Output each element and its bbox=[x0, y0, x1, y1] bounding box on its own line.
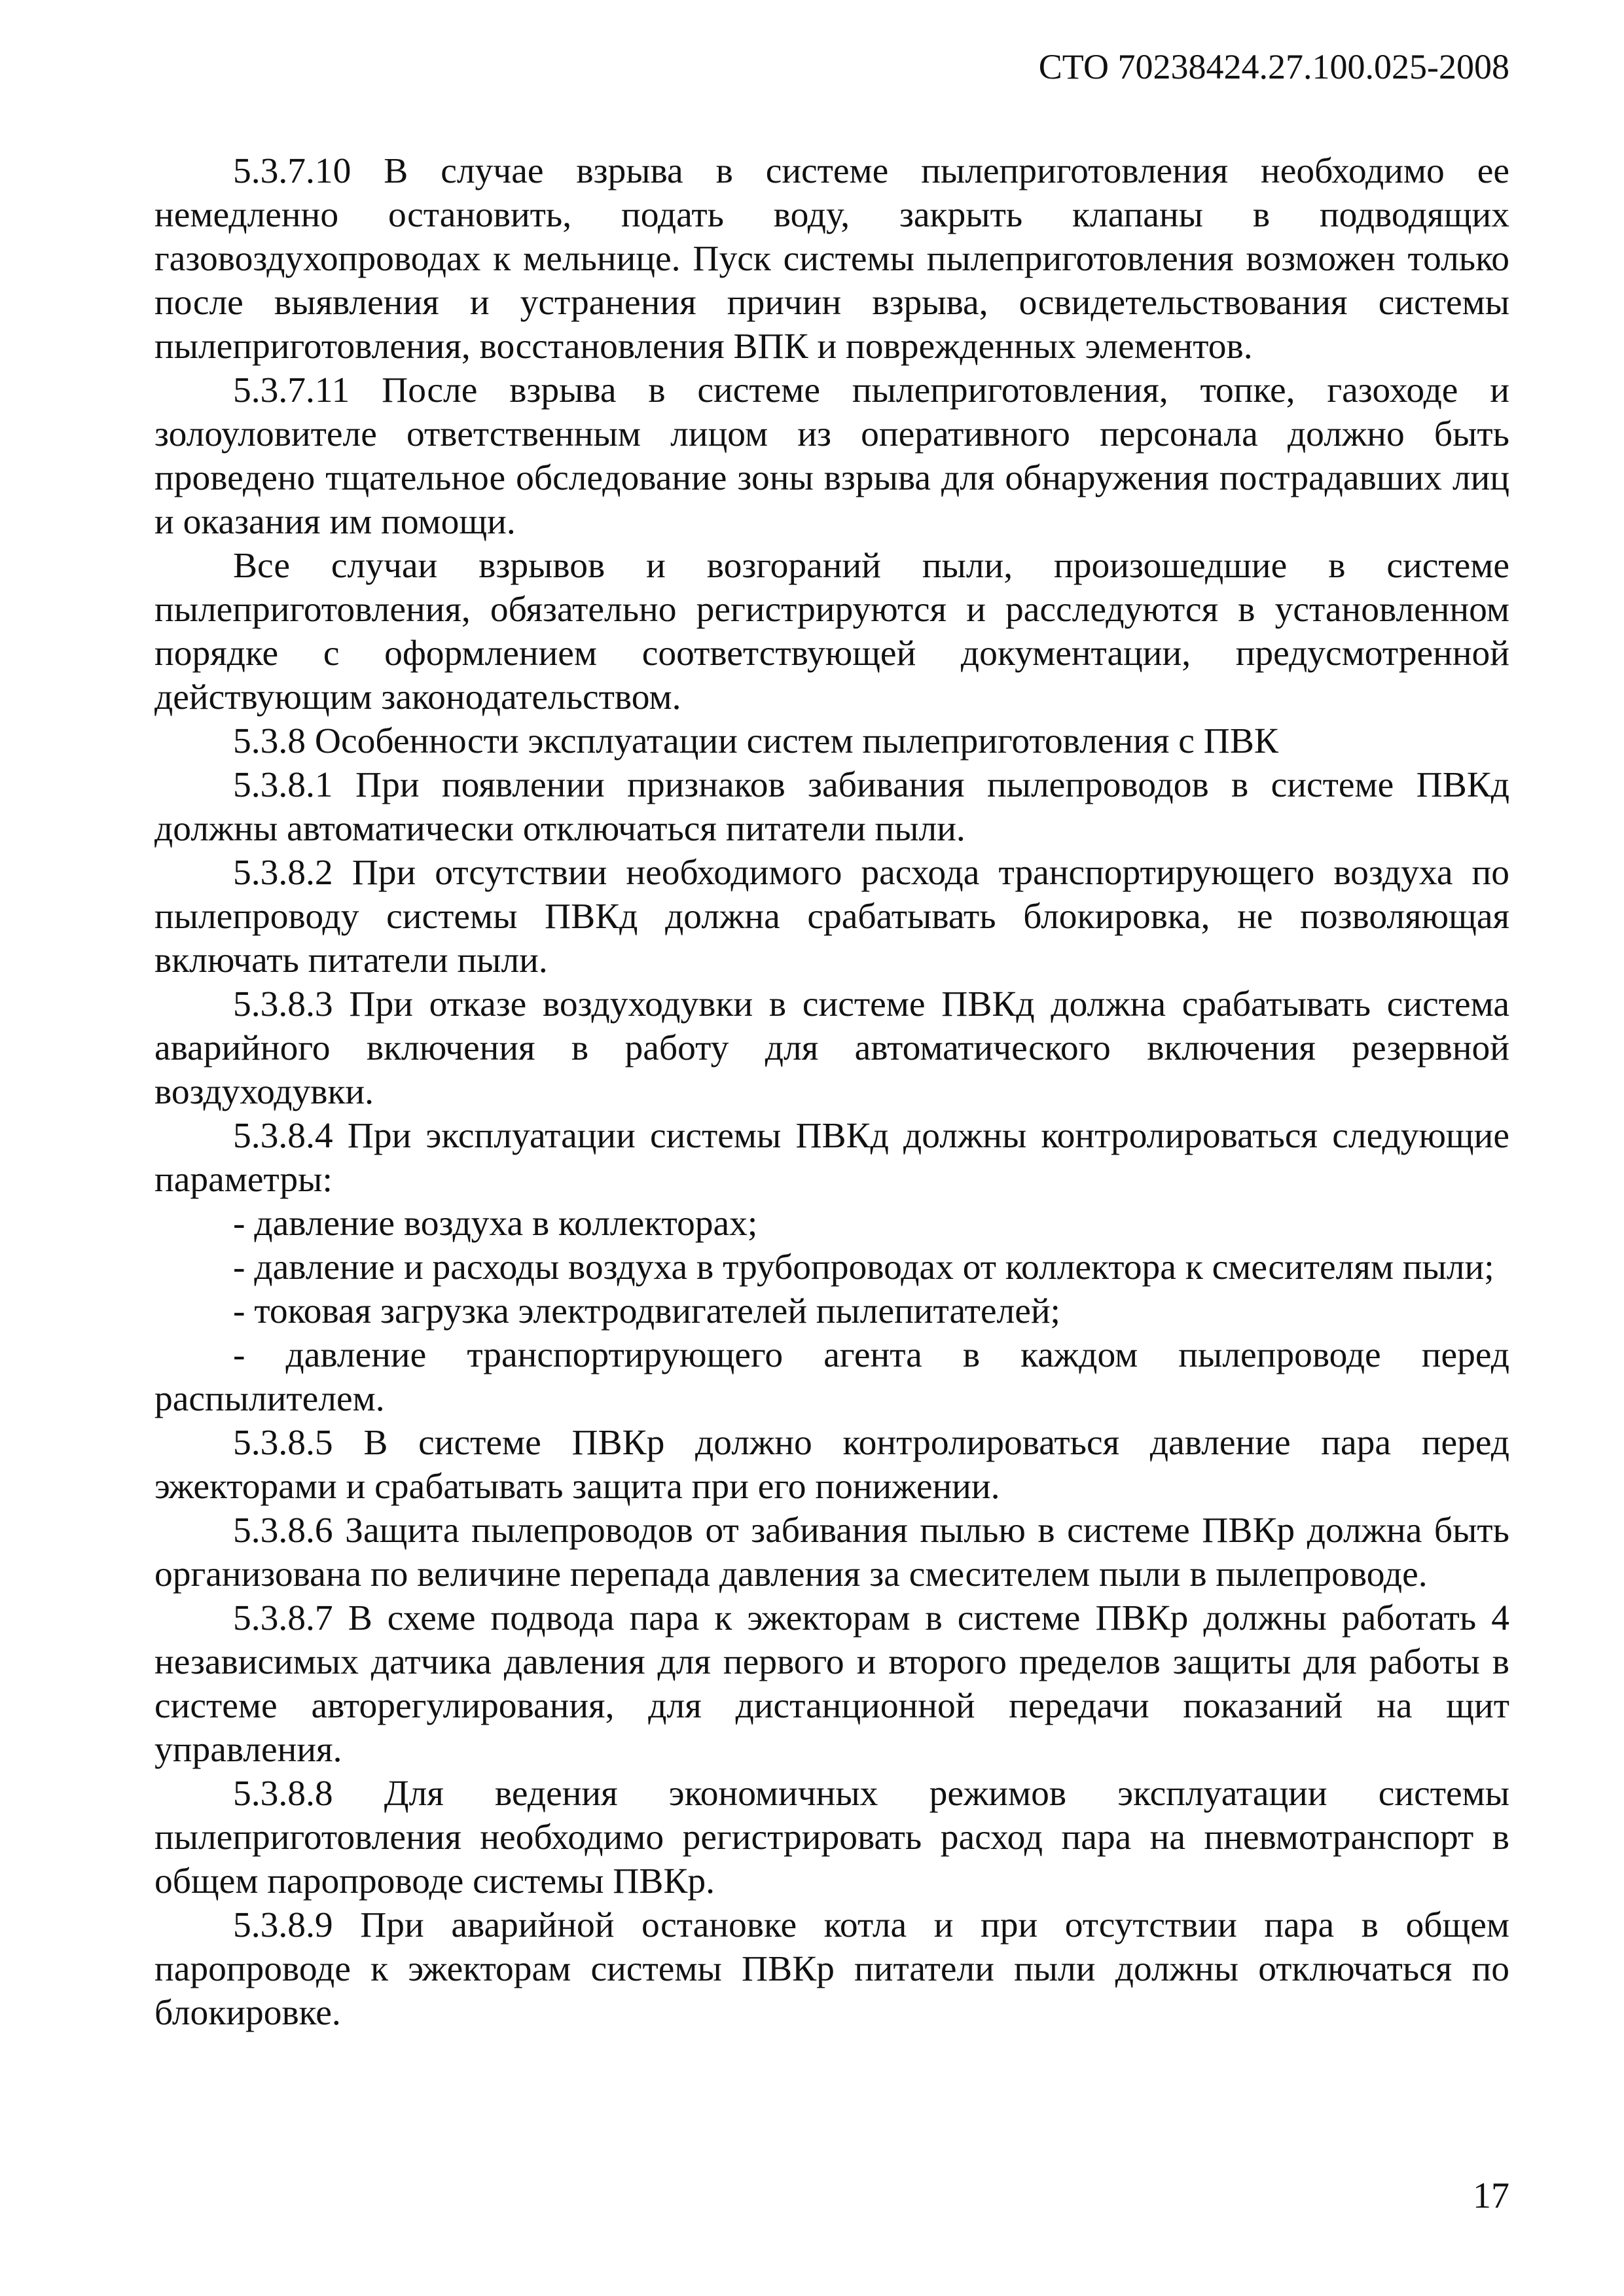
document-body bbox=[154, 149, 1509, 2035]
list-item-air-flow: - давление и расходы воздуха в трубопроводах от коллектора к смесителям пыли; bbox=[233, 1247, 1494, 1287]
paragraph-5-3-8-5: 5.3.8.5 В системе ПВКр должно контролироваться давление пара перед эжекторами и срабатывать защита при его понижении. bbox=[154, 1423, 1509, 1507]
section-heading-5-3-8: 5.3.8 Особенности эксплуатации систем пылеприготовления с ПВК bbox=[233, 721, 1278, 761]
paragraph-dust-incidents: Все случаи взрывов и возгораний пыли, произошедшие в системе пылеприготовления, обязательно регистрируются и расследуются в установленном порядке с оформлением соответствующей документации, предусмотренной действующим законодательством. bbox=[154, 546, 1509, 717]
paragraph-5-3-8-2: 5.3.8.2 При отсутствии необходимого расхода транспортирующего воздуха по пылепроводу системы ПВКд должна срабатывать блокировка, не позволяющая включать питатели пыли. bbox=[154, 853, 1509, 980]
list-item-motor-load: - токовая загрузка электродвигателей пылепитателей; bbox=[233, 1291, 1060, 1331]
paragraph-5-3-8-1: 5.3.8.1 При появлении признаков забивания пылепроводов в системе ПВКд должны автоматически отключаться питатели пыли. bbox=[154, 765, 1509, 849]
paragraph-5-3-7-10: 5.3.7.10 В случае взрыва в системе пылеприготовления необходимо ее немедленно остановить, подать воду, закрыть клапаны в подводящих газовоздухопроводах к мельнице. Пуск системы пылеприготовления возможен только после выявления и устранения причин взрыва, освидетельствования системы пылеприготовления, восстановления ВПК и поврежденных элементов. bbox=[154, 151, 1509, 367]
paragraph-5-3-8-3: 5.3.8.3 При отказе воздуходувки в системе ПВКд должна срабатывать система аварийного включения в работу для автоматического включения резервной воздуходувки. bbox=[154, 984, 1509, 1112]
paragraph-5-3-8-9: 5.3.8.9 При аварийной остановке котла и при отсутствии пара в общем паропроводе к эжекторам системы ПВКр питатели пыли должны отключаться по блокировке. bbox=[154, 1905, 1509, 2033]
paragraph-5-3-8-8: 5.3.8.8 Для ведения экономичных режимов эксплуатации системы пылеприготовления необходимо регистрировать расход пара на пневмотранспорт в общем паропроводе системы ПВКр. bbox=[154, 1774, 1509, 1901]
list-item-agent-pressure: - давление транспортирующего агента в каждом пылепроводе перед распылителем. bbox=[154, 1335, 1509, 1419]
paragraph-5-3-7-11: 5.3.7.11 После взрыва в системе пылеприготовления, топке, газоходе и золоуловителе ответственным лицом из оперативного персонала должно быть проведено тщательное обследование зоны взрыва для обнаружения пострадавших лиц и оказания им помощи. bbox=[154, 370, 1509, 542]
list-item-air-pressure: - давление воздуха в коллекторах; bbox=[233, 1204, 758, 1244]
paragraph-5-3-8-4: 5.3.8.4 При эксплуатации системы ПВКд должны контролироваться следующие параметры: bbox=[154, 1116, 1509, 1200]
page-number: 17 bbox=[1473, 2176, 1509, 2216]
paragraph-5-3-8-6: 5.3.8.6 Защита пылепроводов от забивания пылью в системе ПВКр должна быть организована по величине перепада давления за смесителем пыли в пылепроводе. bbox=[154, 1511, 1509, 1594]
document-code-header: СТО 70238424.27.100.025-2008 bbox=[1038, 47, 1509, 86]
paragraph-5-3-8-7: 5.3.8.7 В схеме подвода пара к эжекторам в системе ПВКр должны работать 4 независимых датчика давления для первого и второго пределов защиты для работы в системе авторегулирования, для дистанционной передачи показаний на щит управления. bbox=[154, 1598, 1509, 1770]
